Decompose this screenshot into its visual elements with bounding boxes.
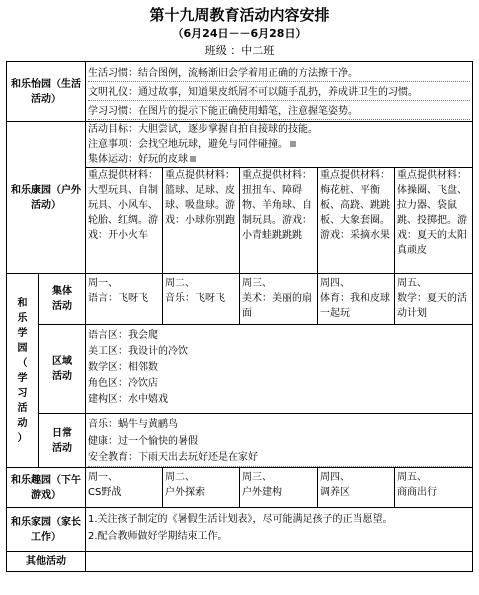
area-line: 角色区：冷饮店	[88, 378, 158, 389]
row-hele-jia	[7, 508, 473, 552]
label-char: （	[17, 357, 28, 369]
day-label: 周二、	[165, 278, 195, 289]
date-range: （6月24日－－6月28日）	[172, 27, 307, 40]
cell-hele-jia-content	[86, 508, 473, 552]
bullet-icon	[190, 156, 196, 162]
section-label-other	[7, 552, 86, 572]
cell-group-fri	[395, 274, 473, 325]
day-label: 周五、	[397, 278, 427, 289]
line-habit: 生活习惯：结合图例，流畅渐旧会学着用正确的方法擦干净。	[88, 66, 470, 82]
line-group	[88, 152, 470, 167]
section-label-hele-yi	[7, 62, 86, 122]
kang-tue-text: 重点提供材料：篮球、足球、皮球、吸盘球。游戏：小球你别跑	[165, 170, 235, 226]
parent-line: 2.配合教师做好学期结束工作。	[88, 531, 228, 542]
sublabel-group-text: 集体活动	[52, 286, 72, 312]
activity-text: 数学：夏天的活动计划	[397, 293, 467, 319]
page-title: 第十九周教育活动内容安排	[149, 6, 330, 24]
daily-line: 安全教育：下雨天出去玩好还是在家好	[88, 450, 470, 467]
activity-text: CS野战	[88, 487, 122, 498]
parent-line: 1.关注孩子制定的《暑假生活计划表》，尽可能满足孩子的正当愿望。	[88, 514, 393, 525]
section-label-hele-qu	[7, 468, 86, 508]
cell-kang-thu	[318, 168, 395, 274]
sublabel-area	[39, 325, 86, 414]
cell-daily-content	[86, 414, 473, 468]
section-label-hele-xue	[7, 274, 39, 468]
day-label: 周四、	[320, 472, 350, 483]
sublabel-daily	[39, 414, 86, 468]
row-xue-group	[7, 274, 473, 325]
day-label: 周二、	[165, 472, 195, 483]
day-label: 周五、	[397, 472, 427, 483]
area-line: 语言区：我会爬	[88, 330, 158, 341]
label-char: 动	[17, 417, 28, 429]
daily-line: 音乐：蜗牛与黄鹂鸟	[88, 419, 178, 430]
cell-qu-mon	[86, 468, 163, 508]
activity-text: 音乐：飞呀飞	[165, 293, 225, 304]
cell-kang-mon	[86, 168, 163, 274]
label-char: ）	[17, 432, 28, 444]
kang-wed-text: 重点提供材料：扭扭车、障碍物、羊角球、自制玩具。游戏：小青蛙跳跳跳	[242, 170, 312, 241]
row-hele-yi	[7, 62, 473, 122]
section-label-text: 和乐趣园（下午游戏）	[11, 474, 81, 501]
area-line: 建构区：水中嬉戏	[88, 394, 168, 405]
activity-text: 调养区	[320, 487, 350, 498]
cell-qu-thu	[318, 468, 395, 508]
kang-fri-text: 重点提供材料：体操圈、飞盘、拉力器、袋鼠跳、投掷把。游戏：夏天的太阳真顽皮	[397, 170, 467, 256]
day-label: 周一、	[88, 278, 118, 289]
day-label: 周三、	[242, 472, 272, 483]
cell-hele-yi-content	[86, 62, 473, 122]
activity-text: 体育：我和皮球一起玩	[320, 293, 390, 319]
cell-hele-kang-top	[86, 122, 473, 168]
line-goal: 活动目标：大胆尝试，逐步掌握自拍自接球的技能。	[88, 124, 318, 135]
label-char: 和	[17, 297, 28, 309]
class-label: 班级 ：中二班	[204, 44, 275, 57]
sublabel-group	[39, 274, 86, 325]
section-label-text: 和乐家园（家长工作）	[11, 516, 81, 543]
label-char: 乐	[17, 312, 28, 324]
cell-kang-fri	[395, 168, 473, 274]
row-other	[7, 552, 473, 572]
cell-other-content	[86, 552, 473, 572]
section-label-hele-jia	[7, 508, 86, 552]
cell-qu-tue	[163, 468, 240, 508]
daily-line: 健康：过一个愉快的暑假	[88, 436, 198, 447]
cell-group-wed	[240, 274, 318, 325]
activity-text: 美术：美丽的扇面	[242, 293, 312, 319]
row-hele-qu	[7, 468, 473, 508]
cell-qu-wed	[240, 468, 318, 508]
label-char: 学	[17, 372, 28, 384]
kang-mon-text: 重点提供材料：大型玩具、自制玩具、小风车、轮胎、红绸。游戏：开小火车	[88, 170, 158, 241]
activity-text: 户外建构	[242, 487, 282, 498]
line-group-text: 集体运动：好玩的皮球	[88, 154, 188, 165]
label-char: 习	[17, 387, 28, 399]
section-label-hele-kang	[7, 122, 86, 274]
section-label-text: 和乐康园（户外活动）	[11, 184, 81, 211]
sublabel-daily-text: 日常活动	[52, 427, 72, 454]
label-char: 学	[17, 327, 28, 339]
sublabel-area-text: 区域活动	[52, 356, 72, 382]
line-notice-text: 注意事项：会找空地玩球，避免与同伴碰撞。	[88, 139, 288, 150]
day-label: 周三、	[242, 278, 272, 289]
label-char: 活	[17, 402, 28, 414]
activity-text: 语言：飞呀飞	[88, 293, 148, 304]
line-etiquette: 文明礼仪：通过故事，知道果皮纸屑不可以随手乱扔，养成讲卫生的习惯。	[88, 85, 470, 101]
activity-text: 户外探索	[165, 487, 205, 498]
bullet-icon	[290, 141, 296, 147]
day-label: 周四、	[320, 278, 350, 289]
day-label: 周一、	[88, 472, 118, 483]
cell-kang-tue	[163, 168, 240, 274]
cell-group-tue	[163, 274, 240, 325]
cell-group-mon	[86, 274, 163, 325]
line-study-habit: 学习习惯：在图片的提示下能正确使用蜡笔，注意握笔姿势。	[88, 104, 470, 120]
row-xue-area	[7, 325, 473, 414]
cell-kang-wed	[240, 168, 318, 274]
line-notice	[88, 137, 470, 152]
label-char: 园	[17, 342, 28, 354]
section-label-text: 其他活动	[26, 556, 66, 567]
cell-qu-fri	[395, 468, 473, 508]
row-hele-kang-top	[7, 122, 473, 168]
activity-text: 商商出行	[397, 487, 437, 498]
area-line: 美工区：我设计的冷饮	[88, 346, 188, 357]
kang-thu-text: 重点提供材料：梅花桩、平衡板、高跷、跳跳板、大象套圈。游戏：采摘水果	[320, 170, 390, 241]
cell-group-thu	[318, 274, 395, 325]
area-line: 数学区：相邻数	[88, 362, 158, 373]
schedule-table	[6, 61, 473, 572]
section-label-text: 和乐怡园（生活活动）	[11, 78, 81, 105]
row-xue-daily	[7, 414, 473, 468]
cell-area-content	[86, 325, 473, 414]
